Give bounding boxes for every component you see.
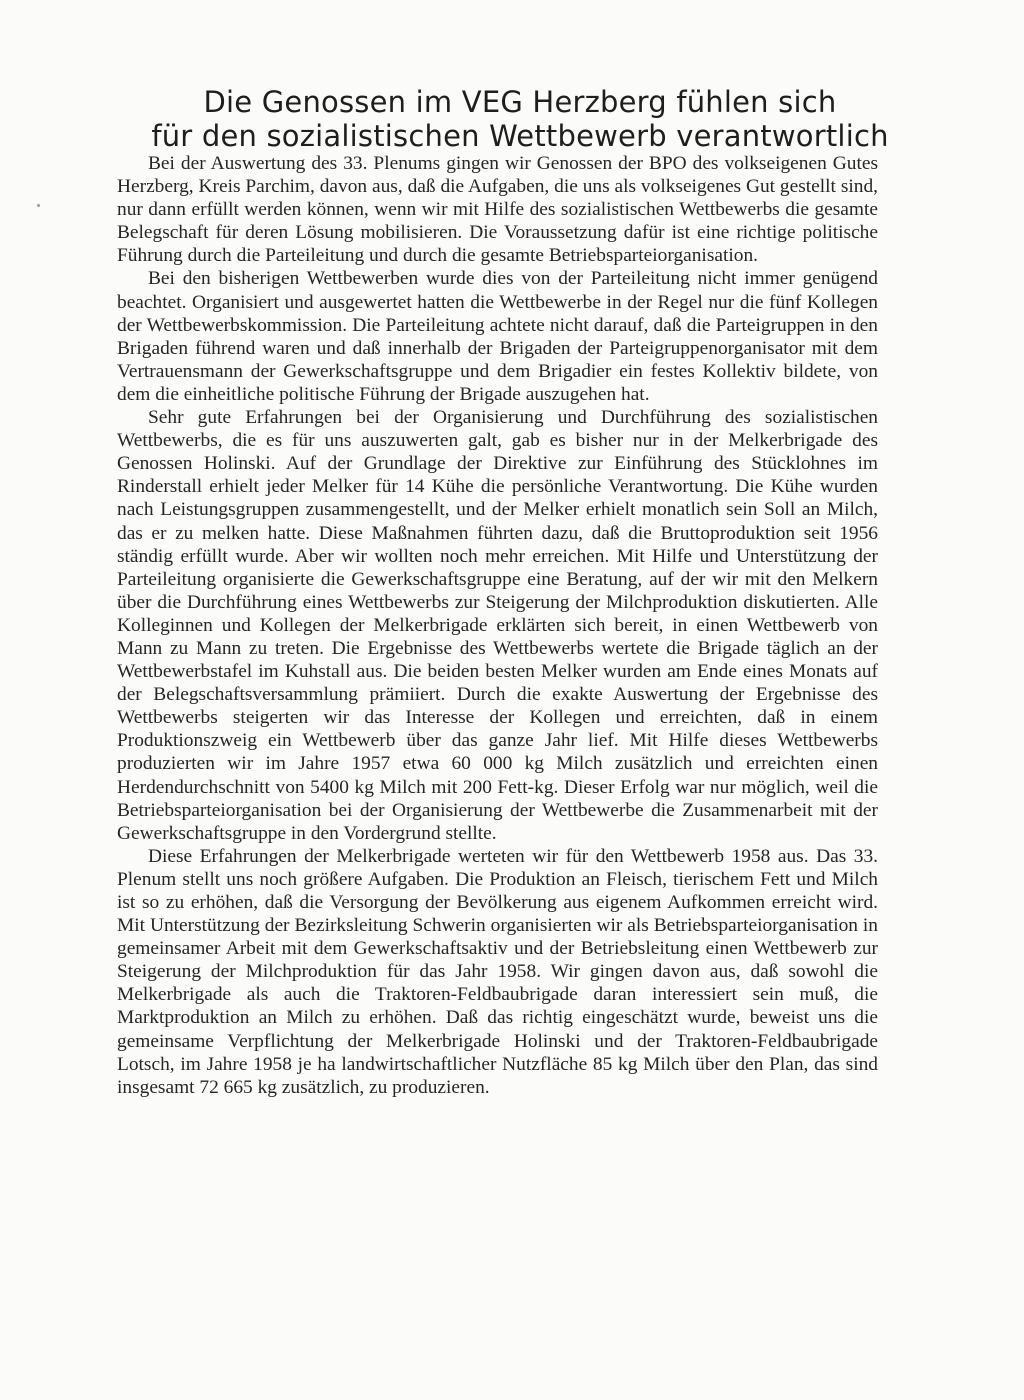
paragraph-4: Diese Erfahrungen der Melkerbrigade werteten wir für den Wettbewerb 1958 aus. Das 33. Plenum stellt uns noch größere Aufgaben. Die Produktion an Fleisch, tierischem Fett und Milch ist so zu erhöhen, daß die Versorgung der Bevölkerung aus eigenem Aufkommen erreicht wird. Mit Unterstützung der Bezirksleitung Schwerin organisierten wir als Betriebsparteiorganisation in gemeinsamer Arbeit mit dem Gewerkschaftsaktiv und der Betriebsleitung einen Wettbewerb zur Steigerung der Milchproduktion für das Jahr 1958. Wir gingen davon aus, daß sowohl die Melkerbrigade als auch die Traktoren-Feldbaubrigade daran interessiert sein muß, die Marktproduktion an Milch zu erhöhen. Daß das richtig eingeschätzt wurde, beweist uns die gemeinsame Verpflichtung der Melkerbrigade Holinski und der Traktoren-Feldbaubrigade Lotsch, im Jahre 1958 je ha landwirtschaftlicher Nutzfläche 85 kg Milch über den Plan, das sind insgesamt 72 665 kg zusätzlich, zu produzieren. <box>117 845 878 1098</box>
paragraph-2: Bei den bisherigen Wettbewerben wurde dies von der Parteileitung nicht immer genügend beachtet. Organisiert und ausgewertet hatten die Wettbewerbe in der Regel nur die fünf Kollegen der Wettbewerbskommission. Die Parteileitung achtete nicht darauf, daß die Parteigruppen in den Brigaden führend waren und daß innerhalb der Brigaden der Parteigruppenorganisator mit dem Vertrauensmann der Gewerkschaftsgruppe und dem Brigadier ein festes Kollektiv bildete, von dem die einheitliche politische Führung der Brigade auszugehen hat. <box>117 268 878 405</box>
paragraph-3: Sehr gute Erfahrungen bei der Organisierung und Durchführung des sozialistischen Wettbewerbs, die es für uns auszuwerten galt, gab es bisher nur in der Melkerbrigade des Genossen Holinski. Auf der Grundlage der Direktive zur Einführung des Stücklohnes im Rinderstall erhielt jeder Melker für 14 Kühe die persönliche Verantwortung. Die Kühe wurden nach Leistungsgruppen zusammengestellt, und der Melker erhielt monatlich sein Soll an Milch, das er zu melken hatte. Diese Maßnahmen führten dazu, daß die Bruttoproduktion seit 1956 ständig erfüllt wurde. Aber wir wollten noch mehr erreichen. Mit Hilfe und Unterstützung der Parteileitung organisierte die Gewerkschaftsgruppe eine Beratung, auf der wir mit den Melkern über die Durchführung eines Wettbewerbs zur Steigerung der Milchproduktion diskutierten. Alle Kolleginnen und Kollegen der Melkerbrigade erklärten sich bereit, in einen Wettbewerb von Mann zu Mann zu treten. Die Ergebnisse des Wettbewerbs wertete die Brigade täglich an der Wettbewerbstafel im Kuhstall aus. Die beiden besten Melker wurden am Ende eines Monats auf der Belegschaftsversammlung prämiiert. Durch die exakte Auswertung der Ergebnisse des Wettbewerbs steigerten wir das Interesse der Kollegen und erreichten, daß in einem Produktionszweig ein Wettbewerb über das ganze Jahr lief. Mit Hilfe dieses Wettbewerbs produzierten wir im Jahre 1957 etwa 60 000 kg Milch zusätzlich und erreichten einen Herdendurchschnitt von 5400 kg Milch mit 200 Fett-kg. Dieser Erfolg war nur möglich, weil die Betriebsparteiorganisation bei der Organisierung der Wettbewerbe die Zusammenarbeit mit der Gewerkschaftsgruppe in den Vordergrund stellte. <box>117 407 878 844</box>
margin-mark <box>37 204 40 207</box>
headline-line-1: Die Genossen im VEG Herzberg fühlen sich <box>203 85 837 119</box>
headline-line-2: für den sozialistischen Wettbewerb verantwortlich <box>151 119 889 153</box>
article-body <box>117 152 878 1099</box>
paragraph-1: Bei der Auswertung des 33. Plenums gingen wir Genossen der BPO des volkseigenen Gutes Herzberg, Kreis Parchim, davon aus, daß die Aufgaben, die uns als volkseigenes Gut gestellt sind, nur dann erfüllt werden können, wenn wir mit Hilfe des sozialistischen Wettbewerbs die gesamte Belegschaft für deren Lösung mobilisieren. Die Voraussetzung dafür ist eine richtige politische Führung durch die Parteileitung und durch die gesamte Betriebsparteiorganisation. <box>117 153 878 267</box>
